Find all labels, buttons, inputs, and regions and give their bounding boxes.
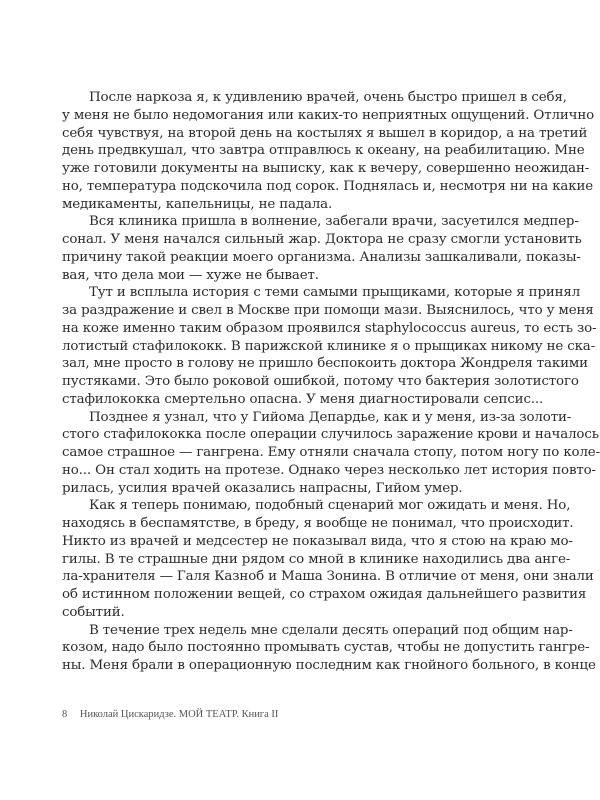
text-line: зал, мне просто в голову не пришло беспокоить доктора Жондреля такими: [62, 356, 588, 372]
text-line: стого стафилококка после операции случилось заражение крови и началось: [62, 427, 599, 443]
text-line: но... Он стал ходить на протезе. Однако через несколько лет история повто-: [62, 462, 596, 478]
page-footer: [62, 709, 278, 720]
text-line: самое страшное — гангрена. Ему отняли сначала стопу, потом ногу по коле-: [62, 445, 600, 460]
paragraph: [62, 497, 594, 621]
paragraph: [62, 284, 597, 408]
text-line: себя чувствуя, на второй день на костылях я вышел в коридор, а на третий: [62, 125, 588, 141]
text-line: лотистый стафилококк. В парижской клинике я о прыщиках никому не ска-: [62, 338, 596, 354]
body-text: [62, 89, 600, 675]
text-line: Позднее я узнал, что у Гийома Депардье, как и у меня, из-за золоти-: [89, 409, 572, 425]
paragraph: [62, 89, 595, 213]
text-line: козом, надо было постоянно промывать сустав, чтобы не допустить гангре-: [62, 640, 590, 656]
text-line: уже готовили документы на выписку, как к вечеру, совершенно неожидан-: [62, 161, 590, 176]
text-line: В течение трех недель мне сделали десять операций под общим нар-: [89, 622, 573, 638]
text-line: стафилококка смертельно опасна. У меня диагностировали сепсис...: [62, 391, 544, 407]
text-line: за раздражение и свел в Москве при помощи мази. Выяснилось, что у меня: [62, 303, 594, 318]
running-title: Николай Цискаридзе. МОЙ ТЕАТР. Книга II: [79, 709, 279, 720]
text-line: на коже именно таким образом проявился staphylococcus aureus, то есть зо-: [62, 320, 597, 336]
text-line: событий.: [62, 604, 125, 620]
page-number: 8: [62, 709, 68, 720]
text-line: Вся клиника пришла в волнение, забегали врачи, засуетился медпер-: [89, 214, 579, 230]
text-line: медикаменты, капельницы, не падала.: [62, 196, 333, 212]
text-line: находясь в беспамятстве, в бреду, я вообще не понимал, что происходит.: [62, 516, 574, 531]
text-line: вая, что дела мои — хуже не бывает.: [62, 267, 319, 283]
text-line: об истинном положении вещей, со страхом ожидая дальнейшего развития: [62, 587, 587, 602]
text-line: После наркоза я, к удивлению врачей, очень быстро пришел в себя,: [89, 90, 567, 105]
text-line: рилась, усилия врачей оказались напрасны, Гийом умер.: [62, 480, 463, 496]
text-line: сонал. У меня начался сильный жар. Доктора не сразу смогли установить: [62, 232, 582, 247]
text-line: гилы. В те страшные дни рядом со мной в клинике находились два анге-: [62, 551, 571, 567]
text-line: у меня не было недомогания или каких-то неприятных ощущений. Отлично: [62, 107, 595, 123]
text-line: пустяками. Это было роковой ошибкой, потому что бактерия золотистого: [62, 374, 579, 389]
paragraph: [62, 622, 596, 675]
text-line: ла-хранителя — Галя Казноб и Маша Зонина. В отличие от меня, они знали: [62, 569, 594, 585]
text-line: Как я теперь понимаю, подобный сценарий мог ожидать и меня. Но,: [89, 498, 571, 514]
text-line: причину такой реакции моего организма. Анализы зашкаливали, показы-: [62, 249, 581, 265]
text-line: Тут и всплыла история с теми самыми прыщиками, которые я принял: [89, 285, 581, 301]
text-line: ны. Меня брали в операционную последним как гнойного больного, в конце: [62, 658, 596, 673]
text-line: Никто из врачей и медсестер не показывал вида, что я стою на краю мо-: [62, 533, 573, 549]
text-line: но, температура подскочила под сорок. Поднялась и, несмотря ни на какие: [62, 178, 594, 194]
paragraph: [62, 213, 582, 284]
paragraph: [62, 409, 600, 498]
text-line: день предвкушал, что завтра отправлюсь к океану, на реабилитацию. Мне: [62, 143, 585, 159]
